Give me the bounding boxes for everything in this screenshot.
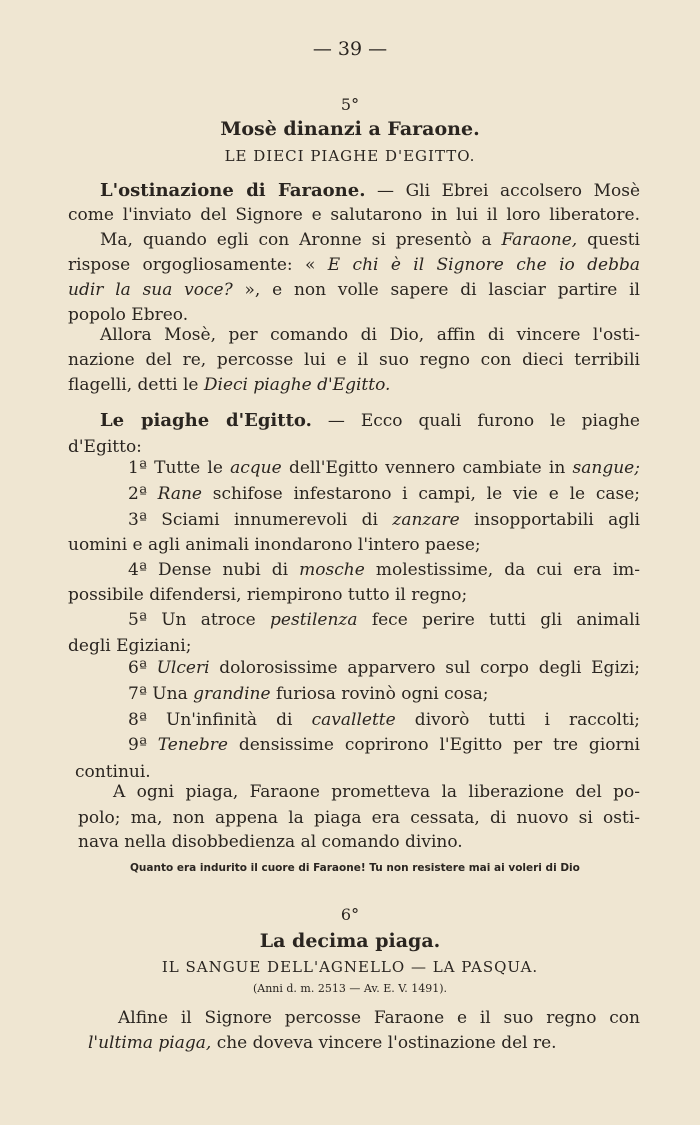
section-dates: (Anni d. m. 2513 — Av. E. V. 1491). bbox=[252, 982, 448, 995]
plague-item: 8ª Un'infinità di cavallette divorò tutti i raccolti; bbox=[128, 710, 640, 730]
plague-item: 6ª Ulceri dolorosissime apparvero sul corpo degli Egizi; bbox=[128, 658, 640, 678]
paragraph-line: Ma, quando egli con Aronne si presentò a Faraone, questi bbox=[100, 230, 640, 250]
plague-item: 2ª Rane schifose infestarono i campi, le vie e le case; bbox=[128, 484, 640, 504]
paragraph-line: nava nella disobbedienza al comando divino. bbox=[78, 832, 463, 852]
page-number: — 39 — bbox=[312, 38, 388, 60]
section-title: La decima piaga. bbox=[259, 930, 441, 952]
paragraph-line: A ogni piaga, Faraone prometteva la liberazione del po- bbox=[113, 782, 640, 802]
paragraph-line: d'Egitto: bbox=[68, 437, 142, 457]
paragraph-line: l'ultima piaga, che doveva vincere l'ostinazione del re. bbox=[88, 1033, 557, 1053]
plague-item: 7ª Una grandine furiosa rovinò ogni cosa; bbox=[128, 684, 489, 704]
plague-item: 3ª Sciami innumerevoli di zanzare insopportabili agli bbox=[128, 510, 640, 530]
section-title: Mosè dinanzi a Faraone. bbox=[220, 118, 480, 140]
paragraph-line: Le piaghe d'Egitto. — Ecco quali furono le piaghe bbox=[100, 410, 640, 431]
paragraph-line: udir la sua voce? », e non volle sapere di lasciar partire il bbox=[68, 280, 640, 300]
paragraph-line: come l'inviato del Signore e salutarono in lui il loro liberatore. bbox=[68, 205, 640, 225]
section-number: 5° bbox=[340, 95, 360, 114]
paragraph-line: Allora Mosè, per comando di Dio, affin di vincere l'osti- bbox=[100, 325, 640, 345]
plague-item: 4ª Dense nubi di mosche molestissime, da cui era im- bbox=[128, 560, 640, 580]
plague-item-cont: possibile difendersi, riempirono tutto il regno; bbox=[68, 585, 468, 605]
section-subtitle: IL SANGUE DELL'AGNELLO — LA PASQUA. bbox=[161, 958, 539, 976]
plague-item: 5ª Un atroce pestilenza fece perire tutti gli animali bbox=[128, 610, 640, 630]
footnote-moral: Quanto era indurito il cuore di Faraone! Tu non resistere mai ai voleri di Dio bbox=[130, 862, 580, 874]
plague-item: 9ª Tenebre densissime coprirono l'Egitto per tre giorni bbox=[128, 735, 640, 755]
paragraph-line: popolo Ebreo. bbox=[68, 305, 189, 325]
paragraph-line: Alfine il Signore percosse Faraone e il suo regno con bbox=[118, 1008, 640, 1028]
paragraph-heading: Le piaghe d'Egitto. bbox=[100, 410, 312, 431]
plague-item-cont: uomini e agli animali inondarono l'intero paese; bbox=[68, 535, 481, 555]
plague-item-cont: continui. bbox=[75, 762, 151, 782]
paragraph-line: polo; ma, non appena la piaga era cessata, di nuovo si osti- bbox=[78, 808, 640, 828]
section-number: 6° bbox=[340, 905, 360, 924]
section-subtitle: LE DIECI PIAGHE D'EGITTO. bbox=[224, 147, 476, 165]
paragraph-line: nazione del re, percosse lui e il suo regno con dieci terribili bbox=[68, 350, 640, 370]
paragraph-heading: L'ostinazione di Faraone. bbox=[100, 180, 366, 201]
plague-item-cont: degli Egiziani; bbox=[68, 636, 192, 656]
paragraph-line: L'ostinazione di Faraone. — Gli Ebrei accolsero Mosè bbox=[100, 180, 641, 201]
paragraph-line: rispose orgogliosamente: « E chi è il Signore che io debba bbox=[68, 255, 640, 275]
paragraph-line: flagelli, detti le Dieci piaghe d'Egitto. bbox=[68, 375, 391, 395]
plague-item: 1ª Tutte le acque dell'Egitto vennero cambiate in sangue; bbox=[128, 458, 640, 478]
